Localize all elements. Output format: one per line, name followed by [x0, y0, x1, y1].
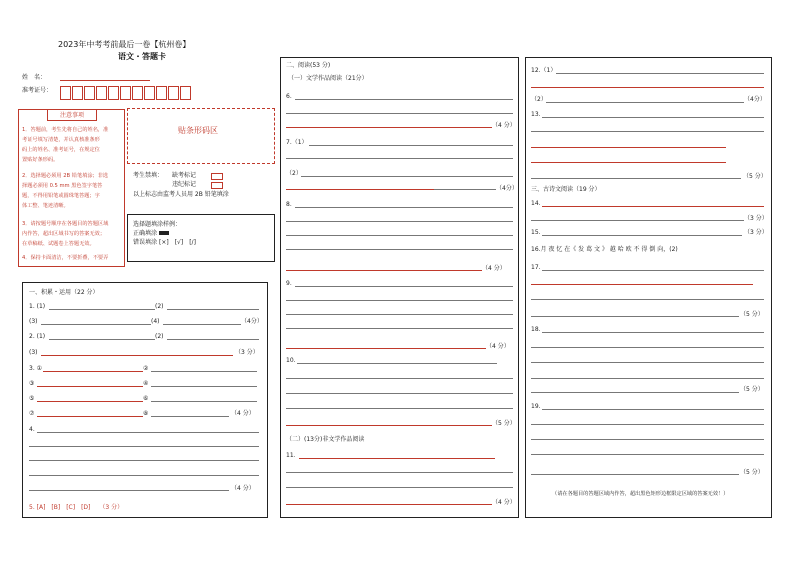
q4-score: （4 分）: [231, 485, 255, 492]
absent-mark-box[interactable]: [211, 173, 223, 180]
filled-mark-sample: [159, 231, 169, 235]
q9-label: 9.: [286, 280, 292, 287]
notice-box: [18, 109, 125, 267]
notice-line: 内作答，超出区域书写的答案无效；: [22, 231, 106, 237]
answer-line[interactable]: [531, 87, 764, 88]
q12-label: 12.（1）: [531, 67, 557, 74]
answer-line[interactable]: [286, 189, 434, 190]
answer-line[interactable]: [295, 99, 513, 100]
notice-line: 4．保持卡面清洁，不要折叠，不要弄: [22, 255, 109, 261]
answer-line[interactable]: [167, 309, 259, 310]
answer-line[interactable]: [37, 401, 143, 402]
q2-3-label: (3): [29, 349, 38, 356]
answer-line[interactable]: [37, 416, 143, 417]
section3-box: [525, 57, 772, 518]
q17-score: （5 分）: [740, 311, 764, 318]
answer-line[interactable]: [542, 206, 764, 207]
q3-score: （4 分）: [231, 410, 255, 417]
notice-line: 置贴好条形码。: [22, 157, 59, 163]
answer-line[interactable]: [286, 504, 492, 505]
q14-score: （3 分）: [744, 215, 768, 222]
section2-sub1: （一）文学作品阅读（21分）: [288, 75, 368, 82]
answer-line[interactable]: [542, 409, 764, 410]
q9-score: （4 分）: [486, 343, 510, 350]
q4-label: 4.: [29, 426, 35, 433]
section1-title: 一、积累・运用（22 分）: [29, 289, 99, 296]
answer-line[interactable]: [286, 113, 513, 114]
absent-mark-label: 缺考标记: [172, 172, 197, 179]
q18-score: （5 分）: [740, 386, 764, 393]
notice-line: 码上的姓名、准考证号，在规定位: [22, 147, 100, 153]
answer-line[interactable]: [286, 235, 513, 236]
answer-line[interactable]: [37, 432, 259, 433]
q3-2-label: ②: [143, 365, 149, 372]
answer-line[interactable]: [286, 221, 513, 222]
ticket-label: 准考证号：: [22, 87, 53, 94]
answer-line[interactable]: [41, 355, 233, 356]
name-label: 姓 名：: [22, 74, 47, 81]
answer-line[interactable]: [167, 339, 259, 340]
answer-line[interactable]: [542, 235, 742, 236]
answer-line[interactable]: [297, 363, 497, 364]
barcode-label: 贴条形码区: [178, 126, 218, 135]
q12-2-label: （2）: [531, 96, 547, 103]
q17-label: 17.: [531, 264, 541, 271]
q2-label: 2. (1): [29, 333, 46, 340]
answer-line[interactable]: [531, 362, 764, 363]
notice-line: 1．答题前，考生先将自己的姓名，准: [22, 127, 109, 133]
q19-score: （5 分）: [740, 469, 764, 476]
answer-line[interactable]: [531, 147, 726, 148]
q8-label: 8.: [286, 201, 292, 208]
answer-line[interactable]: [531, 392, 739, 393]
answer-line[interactable]: [295, 207, 513, 208]
q16-text: 16.月 夜 忆 在《 发 葛 文 》 越 哈 欧 不 得 倒 向，(2): [531, 246, 678, 253]
q13-score: （5 分）: [743, 173, 767, 180]
answer-line[interactable]: [531, 131, 764, 132]
answer-line[interactable]: [41, 324, 151, 325]
answer-line[interactable]: [286, 249, 513, 250]
answer-line[interactable]: [286, 328, 513, 329]
answer-line[interactable]: [531, 178, 741, 179]
fill-sample-wrong: 错误填涂: [133, 239, 158, 246]
notice-line: 3．请按题号顺序在各题目的答题区域: [22, 221, 109, 227]
q3-7-label: ⑦: [29, 410, 35, 417]
answer-line[interactable]: [531, 454, 764, 455]
answer-line[interactable]: [286, 314, 513, 315]
q1-2-label: (2): [155, 303, 164, 310]
q11-label: 11．: [286, 452, 300, 459]
q15-label: 15.: [531, 229, 541, 236]
q18-label: 18.: [531, 326, 541, 333]
answer-line[interactable]: [286, 487, 513, 488]
notice-line: 题，不得用铅笔或圆珠笔答题；字: [22, 193, 100, 199]
answer-line[interactable]: [29, 490, 229, 491]
answer-line[interactable]: [49, 309, 155, 310]
q6-score: （4 分）: [492, 122, 516, 129]
q15-score: （3 分）: [744, 229, 768, 236]
section3-title: 三、古诗文阅读（19 分）: [531, 186, 601, 193]
answer-line[interactable]: [556, 73, 764, 74]
answer-line[interactable]: [531, 284, 753, 285]
answer-line[interactable]: [542, 270, 764, 271]
answer-line[interactable]: [43, 371, 143, 372]
answer-line[interactable]: [286, 378, 513, 379]
answer-line[interactable]: [49, 339, 155, 340]
answer-line[interactable]: [37, 386, 143, 387]
answer-line[interactable]: [531, 162, 726, 163]
notice-line: 考证号填写清楚，并认真核准条形: [22, 137, 100, 143]
fill-sample-wrong-marks: [×] [√] [/]: [159, 239, 196, 246]
answer-line[interactable]: [286, 158, 513, 159]
q3-6-label: ⑥: [143, 395, 149, 402]
barcode-area: [127, 108, 275, 164]
answer-region-footer: （请在各题目的答题区域内作答，超出黑色矩形边框限定区域的答案无效！）: [552, 491, 729, 497]
answer-line[interactable]: [286, 408, 513, 409]
notice-title: 注意事项: [47, 109, 97, 121]
section2-title: 二、阅读(53 分): [286, 62, 331, 69]
answer-line[interactable]: [542, 332, 764, 333]
answer-line[interactable]: [546, 102, 744, 103]
name-field[interactable]: [60, 80, 150, 81]
answer-line[interactable]: [531, 439, 764, 440]
notice-line: 2．选择题必须用 2B 铅笔填涂；非选: [22, 173, 109, 179]
answer-line[interactable]: [531, 474, 739, 475]
q10-label: 10.: [286, 357, 296, 364]
q13-label: 13.: [531, 111, 541, 118]
q2-score: （3 分）: [235, 349, 259, 356]
q1-3-label: (3): [29, 318, 38, 325]
answer-line[interactable]: [286, 300, 513, 301]
q11-score: （4 分）: [492, 499, 516, 506]
fill-sample-box: [127, 214, 275, 262]
section2-sub2: （二）(13分)非文学作品阅读: [286, 436, 365, 443]
q3-8-label: ⑧: [143, 410, 149, 417]
q7-label: 7.（1）: [286, 139, 308, 146]
q2-2-label: (2): [155, 333, 164, 340]
notice-line: 择题必须用 0.5 mm 黑色签字笔答: [22, 183, 103, 189]
q3-4-label: ④: [143, 380, 149, 387]
answer-line[interactable]: [531, 347, 764, 348]
q3-5-label: ⑤: [29, 395, 35, 402]
q14-label: 14.: [531, 200, 541, 207]
q8-score: （4 分）: [482, 265, 506, 272]
answer-line[interactable]: [163, 324, 241, 325]
answer-line[interactable]: [531, 220, 744, 221]
q6-label: 6.: [286, 93, 292, 100]
q1-4-label: (4): [151, 318, 160, 325]
q3-3-label: ③: [29, 380, 35, 387]
violation-mark-box[interactable]: [211, 182, 223, 189]
q10-score: （5 分）: [492, 420, 516, 427]
answer-line[interactable]: [286, 472, 513, 473]
notice-line: 在草稿纸、试题卷上答题无效。: [22, 241, 95, 247]
answer-line[interactable]: [286, 270, 482, 271]
q3-label: 3. ①: [29, 365, 43, 372]
answer-line[interactable]: [286, 348, 486, 349]
answer-line[interactable]: [286, 127, 492, 128]
answer-line[interactable]: [151, 386, 257, 387]
section2-box: [280, 57, 519, 518]
fill-sample-title: 选择题填涂样例：: [133, 221, 182, 228]
q1-label: 1. (1): [29, 303, 46, 310]
answer-line[interactable]: [531, 299, 764, 300]
answer-line[interactable]: [286, 393, 513, 394]
marks-note: 以上标志由监考人员用 2B 铅笔填涂: [133, 191, 229, 198]
answer-line[interactable]: [151, 371, 257, 372]
answer-line[interactable]: [301, 176, 513, 177]
notice-line: 体工整、笔迹清晰。: [22, 203, 69, 209]
fill-sample-correct: 正确填涂: [133, 230, 158, 237]
answer-line[interactable]: [299, 458, 495, 459]
answer-line[interactable]: [151, 416, 229, 417]
answer-line[interactable]: [29, 460, 259, 461]
q19-label: 19.: [531, 403, 541, 410]
answer-sheet-subtitle: 语文・答题卡: [118, 52, 166, 61]
answer-line[interactable]: [309, 145, 513, 146]
answer-line[interactable]: [531, 424, 764, 425]
answer-line[interactable]: [531, 316, 739, 317]
q1-score: （4分）: [241, 318, 263, 325]
q7-2-label: （2）: [286, 170, 302, 177]
answer-line[interactable]: [531, 378, 764, 379]
answer-line[interactable]: [151, 401, 257, 402]
answer-line[interactable]: [434, 189, 496, 190]
answer-line[interactable]: [286, 425, 492, 426]
answer-line[interactable]: [542, 117, 764, 118]
answer-line[interactable]: [29, 446, 259, 447]
q7-score: （4分）: [496, 185, 518, 192]
answer-line[interactable]: [295, 286, 513, 287]
q5-choice-row[interactable]: 5. [A] [B] [C] [D] （3 分）: [29, 504, 124, 511]
violation-mark-label: 违纪标记: [172, 181, 197, 188]
answer-sheet-title: 2023年中考考前最后一卷【杭州卷】: [58, 40, 191, 49]
q12-score: （4分）: [744, 96, 766, 103]
section1-box: [22, 282, 268, 518]
marks-label: 考生禁填：: [133, 172, 164, 179]
answer-line[interactable]: [29, 475, 259, 476]
